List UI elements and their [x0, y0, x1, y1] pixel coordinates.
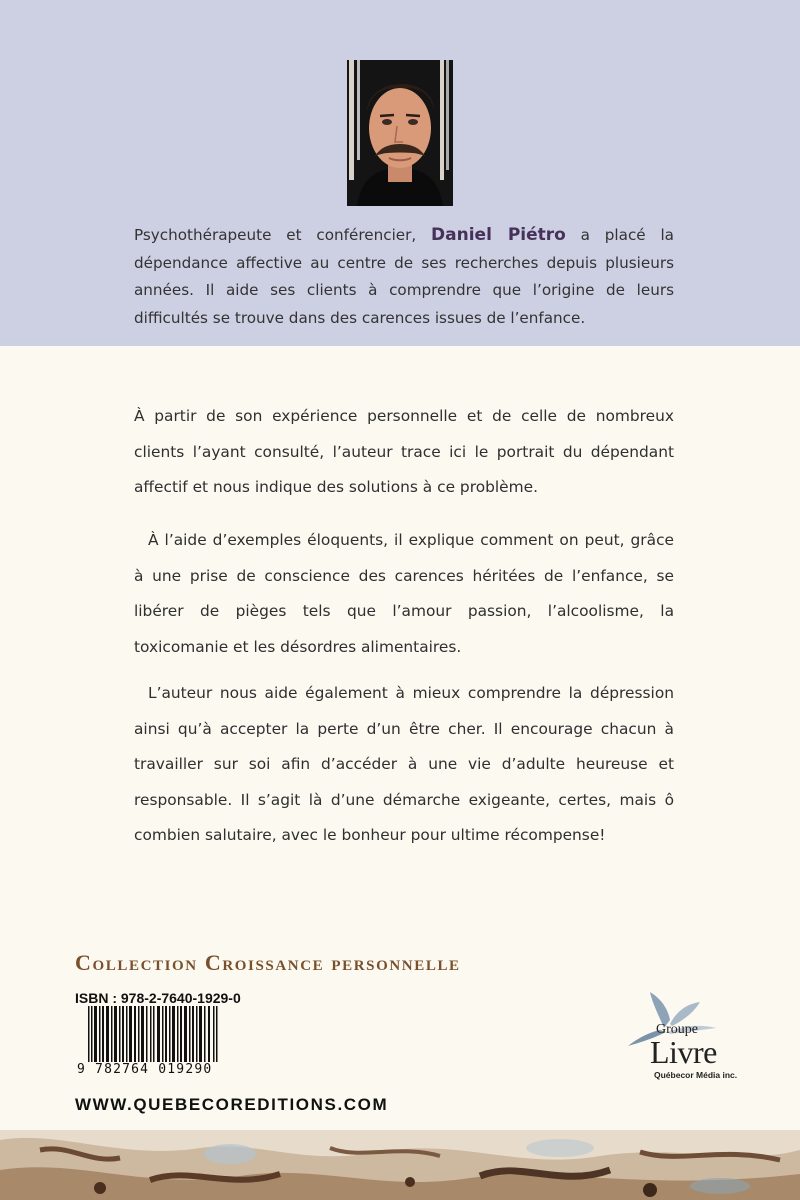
publisher-logo [620, 990, 738, 1090]
publisher-website[interactable]: WWW.QUEBECOREDITIONS.COM [75, 1095, 389, 1114]
author-name: Daniel Piétro [431, 225, 566, 245]
description-paragraph-1: À partir de son expérience personnelle et de celle de nombreux clients l’ayant consulté, l’auteur trace ici le portrait du dépendant affectif et nous indique des solutions à ce problème. [134, 407, 674, 496]
author-portrait [347, 60, 453, 206]
description-paragraph-3: L’auteur nous aide également à mieux comprendre la dépression ainsi qu’à accepter la perte d’un être cher. Il encourage chacun à travailler sur soi afin d’accéder à une vie d’adulte heureuse et responsable. Il s’agit là d’une démarche exigeante, certes, mais ô combien salutaire, avec le bonheur pour ultime récompense! [134, 684, 674, 844]
description-paragraph-2: À l’aide d’exemples éloquents, il explique comment on peut, grâce à une prise de conscience des carences héritées de l’enfance, se libérer de pièges tels que l’amour passion, l’alcoolisme, la toxicomanie et les désordres alimentaires. [134, 531, 674, 656]
author-photo [347, 60, 453, 206]
logo-groupe: Groupe [656, 1022, 698, 1037]
collection-title: Collection Croissance personnelle [75, 950, 461, 975]
watercolor-band [0, 1130, 800, 1200]
logo-quebecor: Québecor Média inc. [654, 1070, 738, 1080]
isbn: ISBN : 978-2-7640-1929-0 [75, 990, 241, 1006]
author-bio [134, 222, 674, 332]
author-band [0, 0, 800, 346]
bio-suffix: a placé la dépendance affective au centre de ses recherches depuis plusieurs années. Il aide ses clients à comprendre que l’origine de leurs difficultés se trouve dans des carences issues de l’enfance. [134, 226, 674, 327]
logo-livre: Livre [650, 1034, 717, 1070]
barcode-digits: 9 782764 019290 [75, 1062, 220, 1077]
bio-prefix: Psychothérapeute et conférencier, [134, 226, 432, 244]
